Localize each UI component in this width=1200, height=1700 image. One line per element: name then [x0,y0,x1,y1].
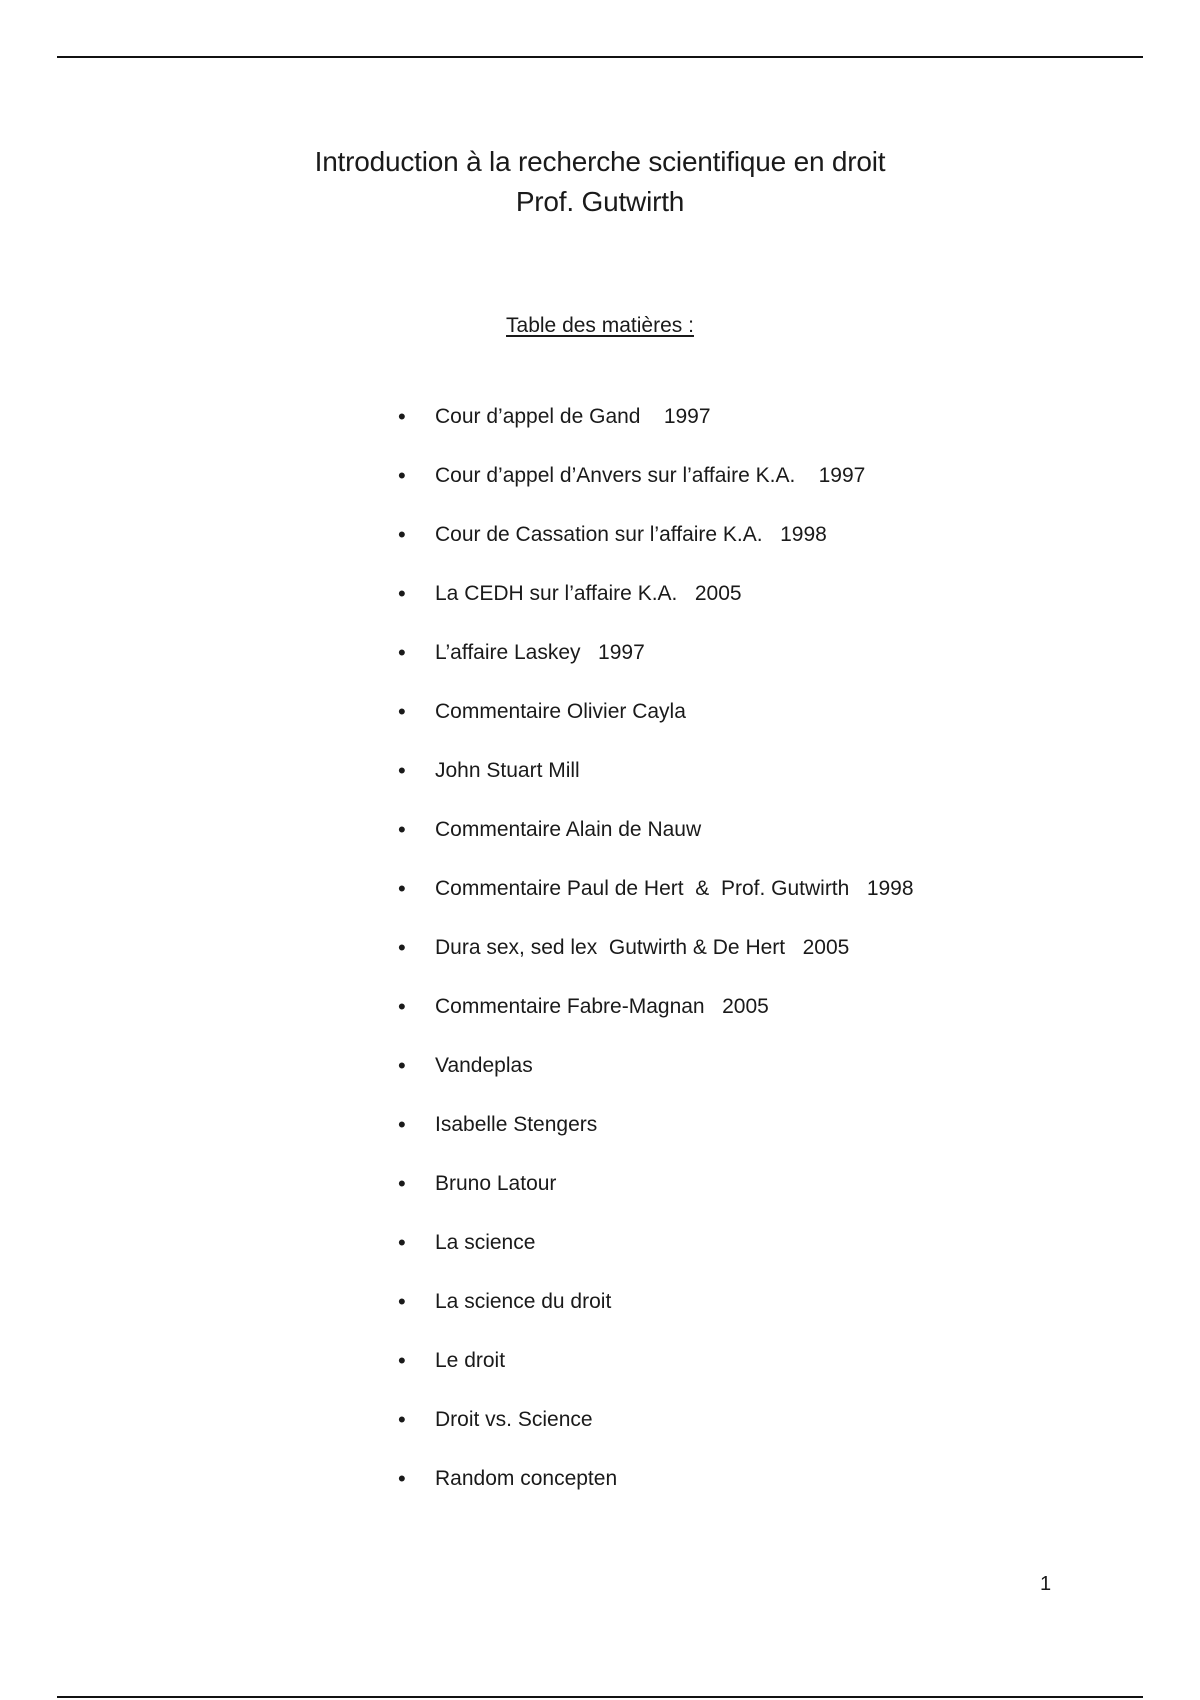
toc-item-text: Le droit [435,1349,506,1372]
footer-rule [57,1696,1143,1698]
bullet-icon: • [398,522,406,547]
document-title: Introduction à la recherche scientifique en droit [314,146,886,177]
toc-item-text: Cour d’appel de Gand 1997 [435,405,711,428]
toc-item-text: Vandeplas [435,1054,533,1077]
bullet-icon: • [398,1053,406,1078]
toc-item-text: Dura sex, sed lex Gutwirth & De Hert 2005 [435,936,850,959]
toc-item-text: Isabelle Stengers [435,1113,598,1136]
toc-item-text: Commentaire Fabre-Magnan 2005 [435,995,769,1018]
bullet-icon: • [398,404,406,429]
toc-item-text: La science [435,1231,536,1254]
bullet-icon: • [398,640,406,665]
toc-item-text: John Stuart Mill [435,759,580,782]
toc-item-text: Commentaire Olivier Cayla [435,700,686,723]
bullet-icon: • [398,1171,406,1196]
toc-heading-text: Table des matières : [506,314,694,337]
toc-item-text: Random concepten [435,1467,618,1490]
page-number: 1 [1040,1573,1052,1595]
bullet-icon: • [398,1112,406,1137]
toc-item-text: Cour de Cassation sur l’affaire K.A. 1998 [435,523,827,546]
toc-item-text: Droit vs. Science [435,1408,593,1431]
bullet-icon: • [398,994,406,1019]
bullet-icon: • [398,817,406,842]
bullet-icon: • [398,1407,406,1432]
toc-item-text: Bruno Latour [435,1172,557,1195]
document-title-block [0,142,1200,222]
bullet-icon: • [398,1230,406,1255]
bullet-icon: • [398,699,406,724]
toc-item-text: L’affaire Laskey 1997 [435,641,645,664]
bullet-icon: • [398,758,406,783]
bullet-icon: • [398,876,406,901]
header-rule [57,56,1143,58]
bullet-icon: • [398,935,406,960]
toc-heading [0,312,1200,340]
bullet-icon: • [398,1348,406,1373]
toc-item-text: Commentaire Alain de Nauw [435,818,702,841]
bullet-icon: • [398,463,406,488]
toc-item-text: Cour d’appel d’Anvers sur l’affaire K.A. 1997 [435,464,866,487]
bullet-icon: • [398,581,406,606]
toc-item-text: Commentaire Paul de Hert & Prof. Gutwirth 1998 [435,877,914,900]
bullet-icon: • [398,1466,406,1491]
bullet-icon: • [398,1289,406,1314]
document-author: Prof. Gutwirth [515,186,685,217]
toc-item-text: La science du droit [435,1290,612,1313]
toc-item-text: La CEDH sur l’affaire K.A. 2005 [435,582,742,605]
